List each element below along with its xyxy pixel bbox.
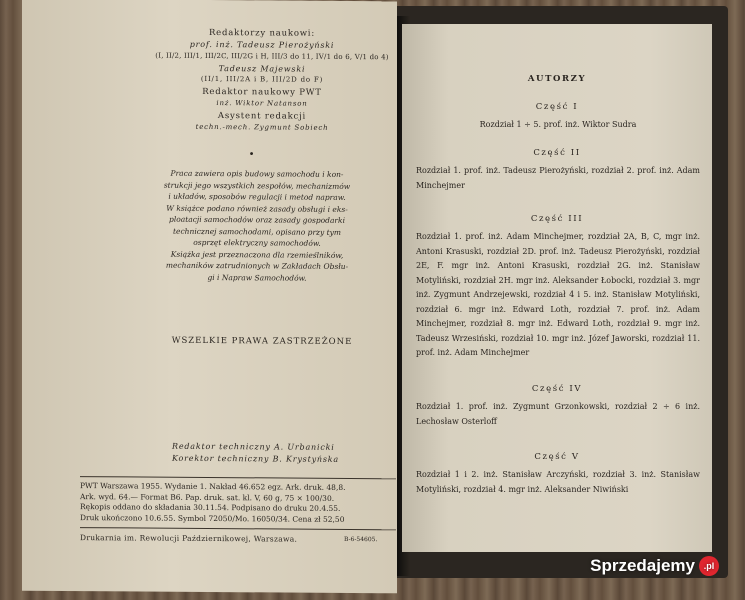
section-label: Część II — [533, 148, 581, 158]
separator-dot: • — [248, 149, 256, 161]
section-text: Rozdział 1 i 2. inż. Stanisław Arczyński, rozdział 3. inż. Stanisław Motyliński, rozdział 4. mgr inż. Aleksander Niwiński — [416, 470, 700, 494]
description-line: strukcji jego wszystkich zespołów, mechanizmów — [163, 180, 351, 191]
description-line: osprzęt elektryczny samochodów. — [193, 237, 321, 248]
description-line: mechaników zatrudnionych w Zakładach Obsłu- — [165, 260, 349, 271]
technical-proofreader: Korektor techniczny B. Krystyńska — [172, 453, 339, 464]
description-block — [132, 167, 382, 284]
description-line: Praca zawiera opis budowy samochodu i kon- — [170, 168, 344, 179]
pwt-editor-title: Redaktor naukowy PWT — [202, 86, 322, 98]
section-label: Część I — [535, 102, 579, 112]
technical-editor: Redaktor techniczny A. Urbanicki — [172, 441, 335, 452]
imprint-line: Rękopis oddano do składania 30.11.54. Podpisano do druku 20.4.55. — [80, 502, 341, 513]
description-line: ploatacji samochodów oraz zasady gospodarki — [169, 214, 345, 225]
right-page — [402, 24, 712, 552]
imprint-rule-bottom — [80, 527, 396, 530]
editor-2: Tadeusz Majewski — [218, 64, 306, 74]
watermark-suffix: .pl — [699, 556, 719, 576]
imprint-rule-top — [80, 476, 396, 479]
rights-reserved: WSZELKIE PRAWA ZASTRZEŻONE — [171, 335, 353, 347]
editors-title: Redaktorzy naukowi: — [208, 27, 315, 39]
section-label: Część V — [534, 452, 580, 462]
watermark-brand: Sprzedajemy — [590, 556, 695, 575]
editor-1: prof. inż. Tadeusz Pierożyński — [189, 39, 335, 50]
section-text: Rozdział 1 ÷ 5. prof. inż. Wiktor Sudra — [479, 120, 637, 129]
imprint-block — [80, 481, 400, 525]
assistant-name: techn.-mech. Zygmunt Sobiech — [195, 122, 329, 132]
imprint-line: Ark. wyd. 64.— Format B6. Pap. druk. sat. kl. V, 60 g, 75 × 100/30. — [80, 491, 335, 503]
left-page — [22, 0, 397, 593]
section-text: Rozdział 1. prof. inż. Adam Minchejmer, rozdział 2A, B, C, mgr inż. Antoni Krasuski, rozdział 2D. prof. inż. Tadeusz Pierożyński, rozdział 2E, F. mgr inż. Antoni Krasuski, rozdział 2G. inż. Stanisław Motyliński, rozdział 2H. mgr inż. Aleksander Łobocki, rozdział 3. mgr inż. Zygmunt Andrzejewski, rozdział 4 i 5. inż. Stanisław Motyliński, rozdział 6. mgr inż. Edward Loth, rozdział 7. prof. inż. Adam Minchejmer, rozdział 8. mgr inż. Edward Loth, rozdział 9. mgr inż. Tadeusz Wrzesiński, rozdział 10. mgr inż. Józef Jaworski, rozdział 11. prof. inż. Adam Minchejmer — [416, 232, 700, 357]
imprint-line: Druk ukończono 10.6.55. Symbol 72050/Mo. 16050/34. Cena zł 52,50 — [80, 512, 345, 524]
imprint-line: PWT Warszawa 1955. Wydanie 1. Nakład 46.652 egz. Ark. druk. 48,8. — [80, 481, 346, 492]
authors-title: AUTORZY — [527, 74, 587, 84]
printer-code: B-6-54605. — [344, 535, 378, 544]
pwt-editor: inż. Wiktor Natanson — [216, 99, 308, 108]
description-line: gi i Napraw Samochodów. — [207, 272, 307, 283]
printer-name: Drukarnia im. Rewolucji Październikowej, Warszawa. — [80, 533, 298, 544]
assistant-title: Asystent redakcji — [217, 111, 307, 122]
description-line: technicznej samochodami, opisano przy tym — [173, 226, 341, 237]
section-text: Rozdział 1. prof. inż. Tadeusz Pierożyński, rozdział 2. prof. inż. Adam Minchejmer — [416, 166, 700, 190]
description-line: W książce podano również zasady obsługi i eks- — [166, 203, 348, 214]
editor-1-scope: (I, II/2, III/1, III/2C, III/2G i H, III/3 do 11, IV/1 do 6, V/1 do 4) — [155, 51, 389, 62]
description-line: Książka jest przeznaczona dla rzemieślników, — [170, 249, 344, 260]
section-text: Rozdział 1. prof. inż. Zygmunt Grzonkowski, rozdział 2 ÷ 6 inż. Lechosław Osterloff — [416, 402, 700, 426]
description-line: i układów, sposobów regulacji i metod napraw. — [168, 191, 346, 202]
section-label: Część III — [530, 214, 584, 224]
sprzedajemy-watermark — [582, 552, 727, 580]
section-label: Część IV — [531, 384, 583, 394]
editor-2-scope: (II/1, III/2A i B, III/2D do F) — [200, 74, 324, 84]
